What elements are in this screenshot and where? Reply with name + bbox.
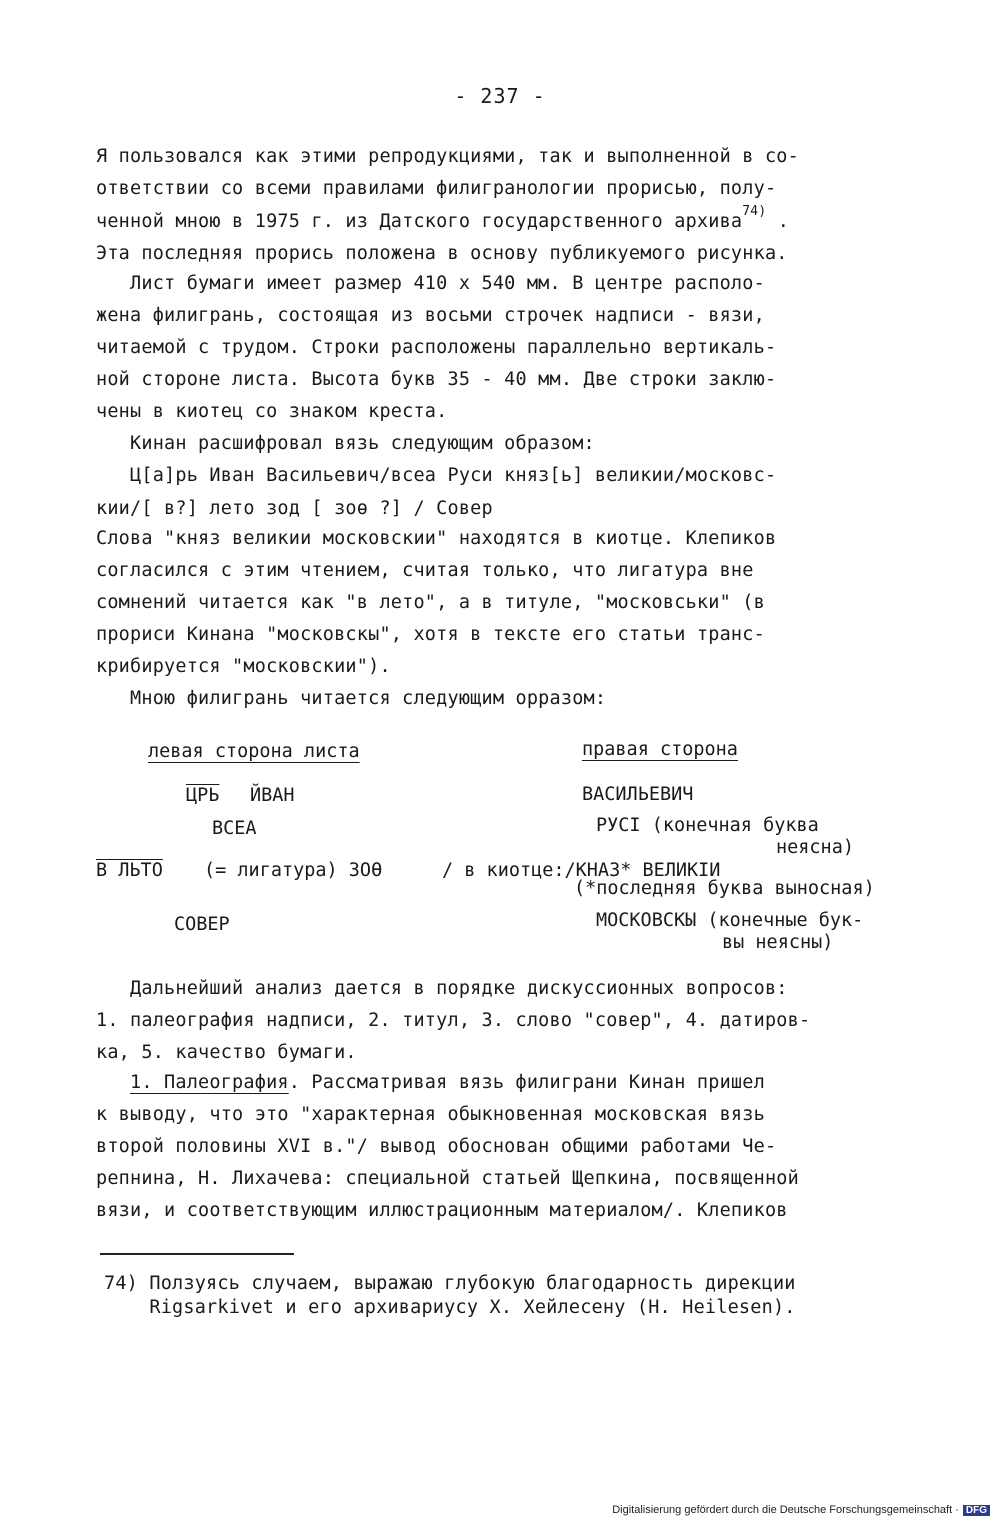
credit-text: Digitalisierung gefördert durch die Deutsche Forschungsgemeinschaft ·: [612, 1504, 959, 1516]
left-row: В ЛЬТО: [96, 860, 163, 881]
left-row: ЙВАН: [250, 785, 295, 806]
text-segment: ченной мною в 1975 г. из Датского государственного архива: [96, 211, 743, 232]
right-row: ВАСИЛЬЕВИЧ: [582, 784, 694, 805]
right-row: (*последняя буква выносная): [574, 878, 875, 899]
footnote-ref[interactable]: 74): [742, 204, 767, 219]
text-segment: .: [766, 211, 790, 232]
dfg-logo: DFG: [963, 1505, 990, 1516]
left-row: СОВЕР: [174, 914, 230, 935]
right-row: неясна): [776, 837, 854, 858]
left-row: ВСЕА: [212, 818, 257, 839]
right-row: вы неясны): [722, 932, 834, 953]
right-row: РУСІ (конечная буква: [596, 815, 819, 836]
text-line: чены в киотец со знаком креста.: [96, 401, 448, 422]
page-number: - 237 -: [454, 84, 546, 108]
footnote-line: Rigsarkivet и его архивариусу Х. Хейлесену (H. Heilesen).: [104, 1297, 796, 1318]
text-line: ка, 5. качество бумаги.: [96, 1042, 357, 1063]
text-line: Эта последняя прорись положена в основу публикуемого рисунка.: [96, 243, 788, 264]
text-line: [96, 204, 790, 237]
text-line: ной стороне листа. Высота букв 35 - 40 мм. Две строки заклю-: [96, 369, 777, 390]
text-line: 1. палеография надписи, 2. титул, 3. слово "совер", 4. датиров-: [96, 1010, 811, 1031]
section-title: 1. Палеография: [130, 1072, 289, 1093]
left-row: (= лигатура) ЗОѲ: [204, 860, 383, 881]
text-line: [96, 1070, 765, 1096]
text-line: согласился с этим чтением, считая только, что лигатура вне: [96, 560, 754, 581]
right-column-header: правая сторона: [582, 739, 738, 760]
text-line: Кинан расшифровал вязь следующим образом:: [96, 433, 595, 454]
text-line: крибируется "московскии").: [96, 656, 391, 677]
text-line: репнина, Н. Лихачева: специальной статьей Щепкина, посвященной: [96, 1168, 799, 1189]
text-line: к выводу, что это "характерная обыкновенная московская вязь: [96, 1104, 765, 1125]
text-line: Лист бумаги имеет размер 410 x 540 мм. В центре располо-: [96, 273, 765, 294]
text-line: Я пользовался как этими репродукциями, так и выполненной в со-: [96, 146, 799, 167]
reading-line: Ц[а]рь Иван Васильевич/всеа Руси княз[ь] великии/московс-: [96, 465, 777, 486]
text-line: вязи, и соответствующим иллюстрационным материалом/. Клепиков: [96, 1200, 788, 1221]
right-row: / в киотце:/КНАЗ* ВЕЛИКІИ: [442, 860, 721, 881]
text-line: ответствии со всеми правилами филигранологии прорисью, полу-: [96, 178, 777, 199]
footnote-divider: [100, 1253, 294, 1255]
text-line: Мною филигрань читается следующим орразом:: [96, 688, 607, 709]
text-line: второй половины XVI в."/ вывод обоснован общими работами Че-: [96, 1136, 777, 1157]
left-row: ЦРЬ: [186, 785, 220, 806]
reading-line: кии/[ в?] лето зод [ зоѳ ?] / Совер: [96, 498, 493, 519]
text-segment: . Рассматривая вязь филиграни Кинан пришел: [288, 1072, 765, 1093]
text-line: сомнений читается как "в лето", а в титуле, "московськи" (в: [96, 592, 765, 613]
digitization-credit: [612, 1504, 990, 1516]
text-line: читаемой с трудом. Строки расположены параллельно вертикаль-: [96, 337, 777, 358]
text-line: Слова "княз великии московскии" находятся в киотце. Клепиков: [96, 528, 777, 549]
text-line: Дальнейший анализ дается в порядке дискуссионных вопросов:: [96, 978, 788, 999]
left-column-header: левая сторона листа: [148, 741, 360, 762]
right-row: МОСКОВСКЫ (конечные бук-: [596, 910, 864, 931]
text-line: прориси Кинана "московскы", хотя в тексте его статьи транс-: [96, 624, 765, 645]
text-line: жена филигрань, состоящая из восьми строчек надписи - вязи,: [96, 305, 765, 326]
footnote-line: 74) Ползуясь случаем, выражаю глубокую благодарность дирекции: [104, 1273, 796, 1294]
